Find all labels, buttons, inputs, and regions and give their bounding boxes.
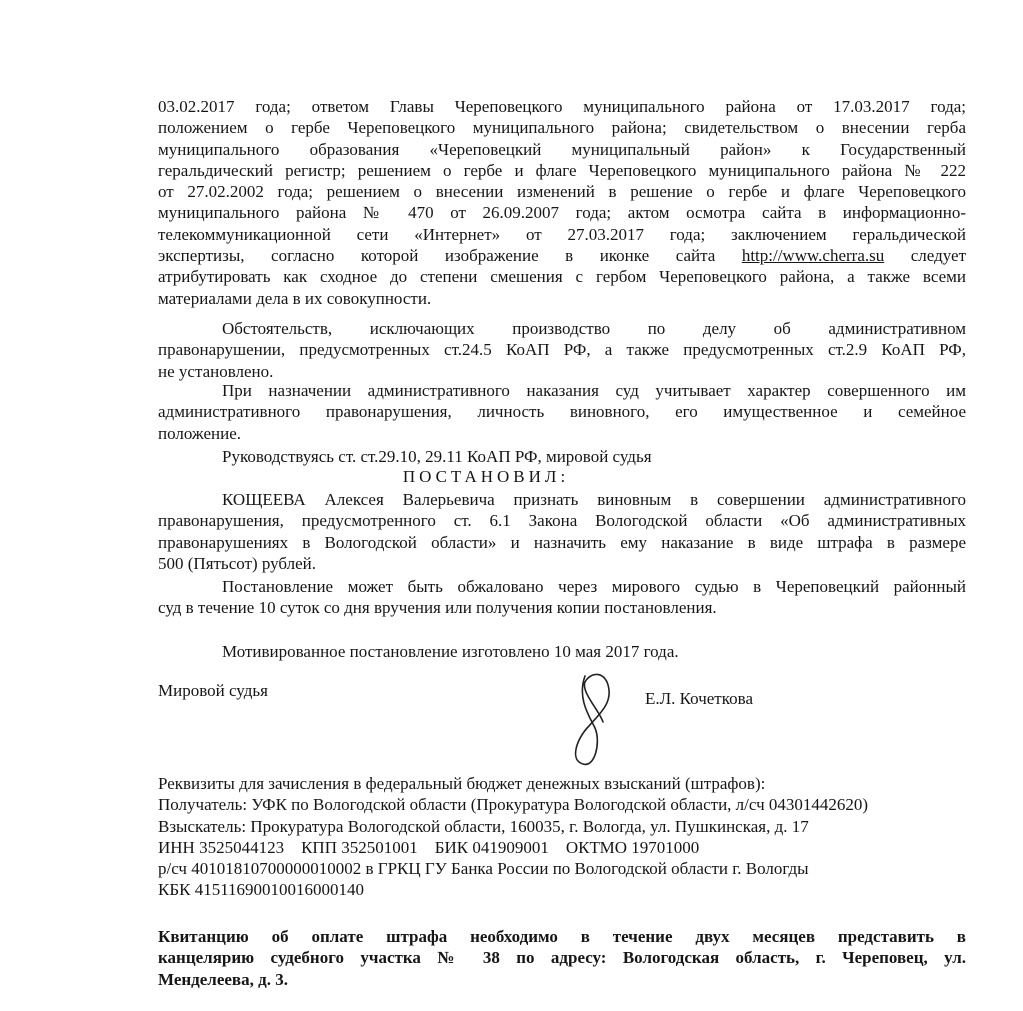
collector-line: Взыскатель: Прокуратура Вологодской области, 160035, г. Вологда, ул. Пушкинская, д. 17	[158, 816, 809, 836]
codes-line	[158, 837, 978, 858]
text-line: Руководствуясь ст. ст.29.10, 29.11 КоАП РФ, мировой судья	[222, 447, 652, 466]
text-line: положением о гербе Череповецкого муниципального района; свидетельством о внесении герба	[158, 118, 966, 138]
paragraph-circumstances	[158, 318, 966, 382]
text-line: Обстоятельств, исключающих производство по делу об административном	[222, 319, 966, 338]
text-line: материалами дела в их совокупности.	[158, 288, 432, 308]
text-line: правонарушения, предусмотренного ст. 6.1 Закона Вологодской области «Об административных	[158, 511, 966, 531]
text-line: 500 (Пятьсот) рублей.	[158, 553, 317, 573]
account-line: р/сч 40101810700000010002 в ГРКЦ ГУ Банка России по Вологодской области г. Вологды	[158, 859, 809, 879]
text-line: административного правонарушения, личность виновного, его имущественное и семейное	[158, 402, 966, 422]
text-fragment: следует	[910, 246, 967, 266]
payment-requisites	[158, 773, 978, 901]
kbk-line: КБК 41511690010016000140	[158, 880, 365, 900]
inn-value: ИНН 3525044123	[158, 837, 285, 857]
text-line: суд в течение 10 суток со дня вручения или получения копии постановления.	[158, 598, 717, 618]
text-line-with-link	[158, 245, 966, 266]
paragraph-appeal	[158, 576, 966, 619]
text-line: правонарушениях в Вологодской области» и назначить ему наказание в виде штрафа в размере	[158, 532, 966, 552]
paragraph-sentencing-factors	[158, 380, 966, 444]
text-line: 03.02.2017 года; ответом Главы Череповецкого муниципального района от 17.03.2017 года;	[158, 97, 966, 116]
motivated-resolution-line	[158, 641, 966, 662]
text-line: телекоммуникационной сети «Интернет» от 27.03.2017 года; заключением геральдической	[158, 224, 966, 244]
recipient-line: Получатель: УФК по Вологодской области (Прокуратура Вологодской области, л/сч 04301442620)	[158, 795, 869, 815]
text-line: При назначении административного наказания суд учитывает характер совершенного им	[222, 381, 966, 400]
requisites-title: Реквизиты для зачисления в федеральный бюджет денежных взысканий (штрафов):	[158, 774, 766, 793]
text-line: от 27.02.2002 года; решением о внесении изменений в решение о гербе и флаге Череповецкого	[158, 182, 966, 202]
handwritten-signature	[555, 668, 635, 773]
judge-name: Е.Л. Кочеткова	[645, 689, 753, 708]
text-line: положение.	[158, 423, 241, 443]
text-line: Квитанцию об оплате штрафа необходимо в течение двух месяцев представить в	[158, 927, 966, 946]
text-line: атрибутировать как сходное до степени смешения с гербом Череповецкого района, а также всеми	[158, 267, 966, 287]
resolution-heading: ПОСТАНОВИЛ:	[402, 467, 570, 486]
text-line: канцелярию судебного участка № 38 по адресу: Вологодская область, г. Череповец, ул.	[158, 948, 966, 968]
text-fragment: экспертизы, согласно которой изображение в иконке сайта	[158, 246, 716, 266]
text-line: муниципального образования «Череповецкий муниципальный район» к Государственный	[158, 139, 966, 159]
text-line: не установлено.	[158, 361, 274, 381]
site-link[interactable]: http://www.cherra.su	[741, 246, 885, 266]
kpp-value: КПП 352501001	[301, 837, 418, 857]
text-line: правонарушении, предусмотренных ст.24.5 КоАП РФ, а также предусмотренных ст.2.9 КоАП РФ,	[158, 340, 966, 360]
text-line: муниципального района № 470 от 26.09.2007 года; актом осмотра сайта в информационно-	[158, 203, 966, 223]
text-line: КОЩЕЕВА Алексея Валерьевича признать виновным в совершении административного	[222, 490, 966, 509]
text-line: геральдический регистр; решением о гербе и флаге Череповецкого муниципального района № 222	[158, 160, 966, 180]
text-line: Постановление может быть обжаловано через мирового судью в Череповецкий районный	[222, 577, 966, 596]
text-line: Менделеева, д. 3.	[158, 969, 288, 989]
bik-value: БИК 041909001	[434, 837, 549, 857]
oktmo-value: ОКТМО 19701000	[565, 837, 700, 857]
judge-label: Мировой судья	[158, 681, 268, 700]
paragraph-evidence	[158, 96, 966, 309]
guided-by-line	[158, 446, 966, 467]
paragraph-verdict	[158, 489, 966, 574]
payment-notice	[158, 926, 966, 990]
text-line: Мотивированное постановление изготовлено 10 мая 2017 года.	[222, 642, 679, 661]
